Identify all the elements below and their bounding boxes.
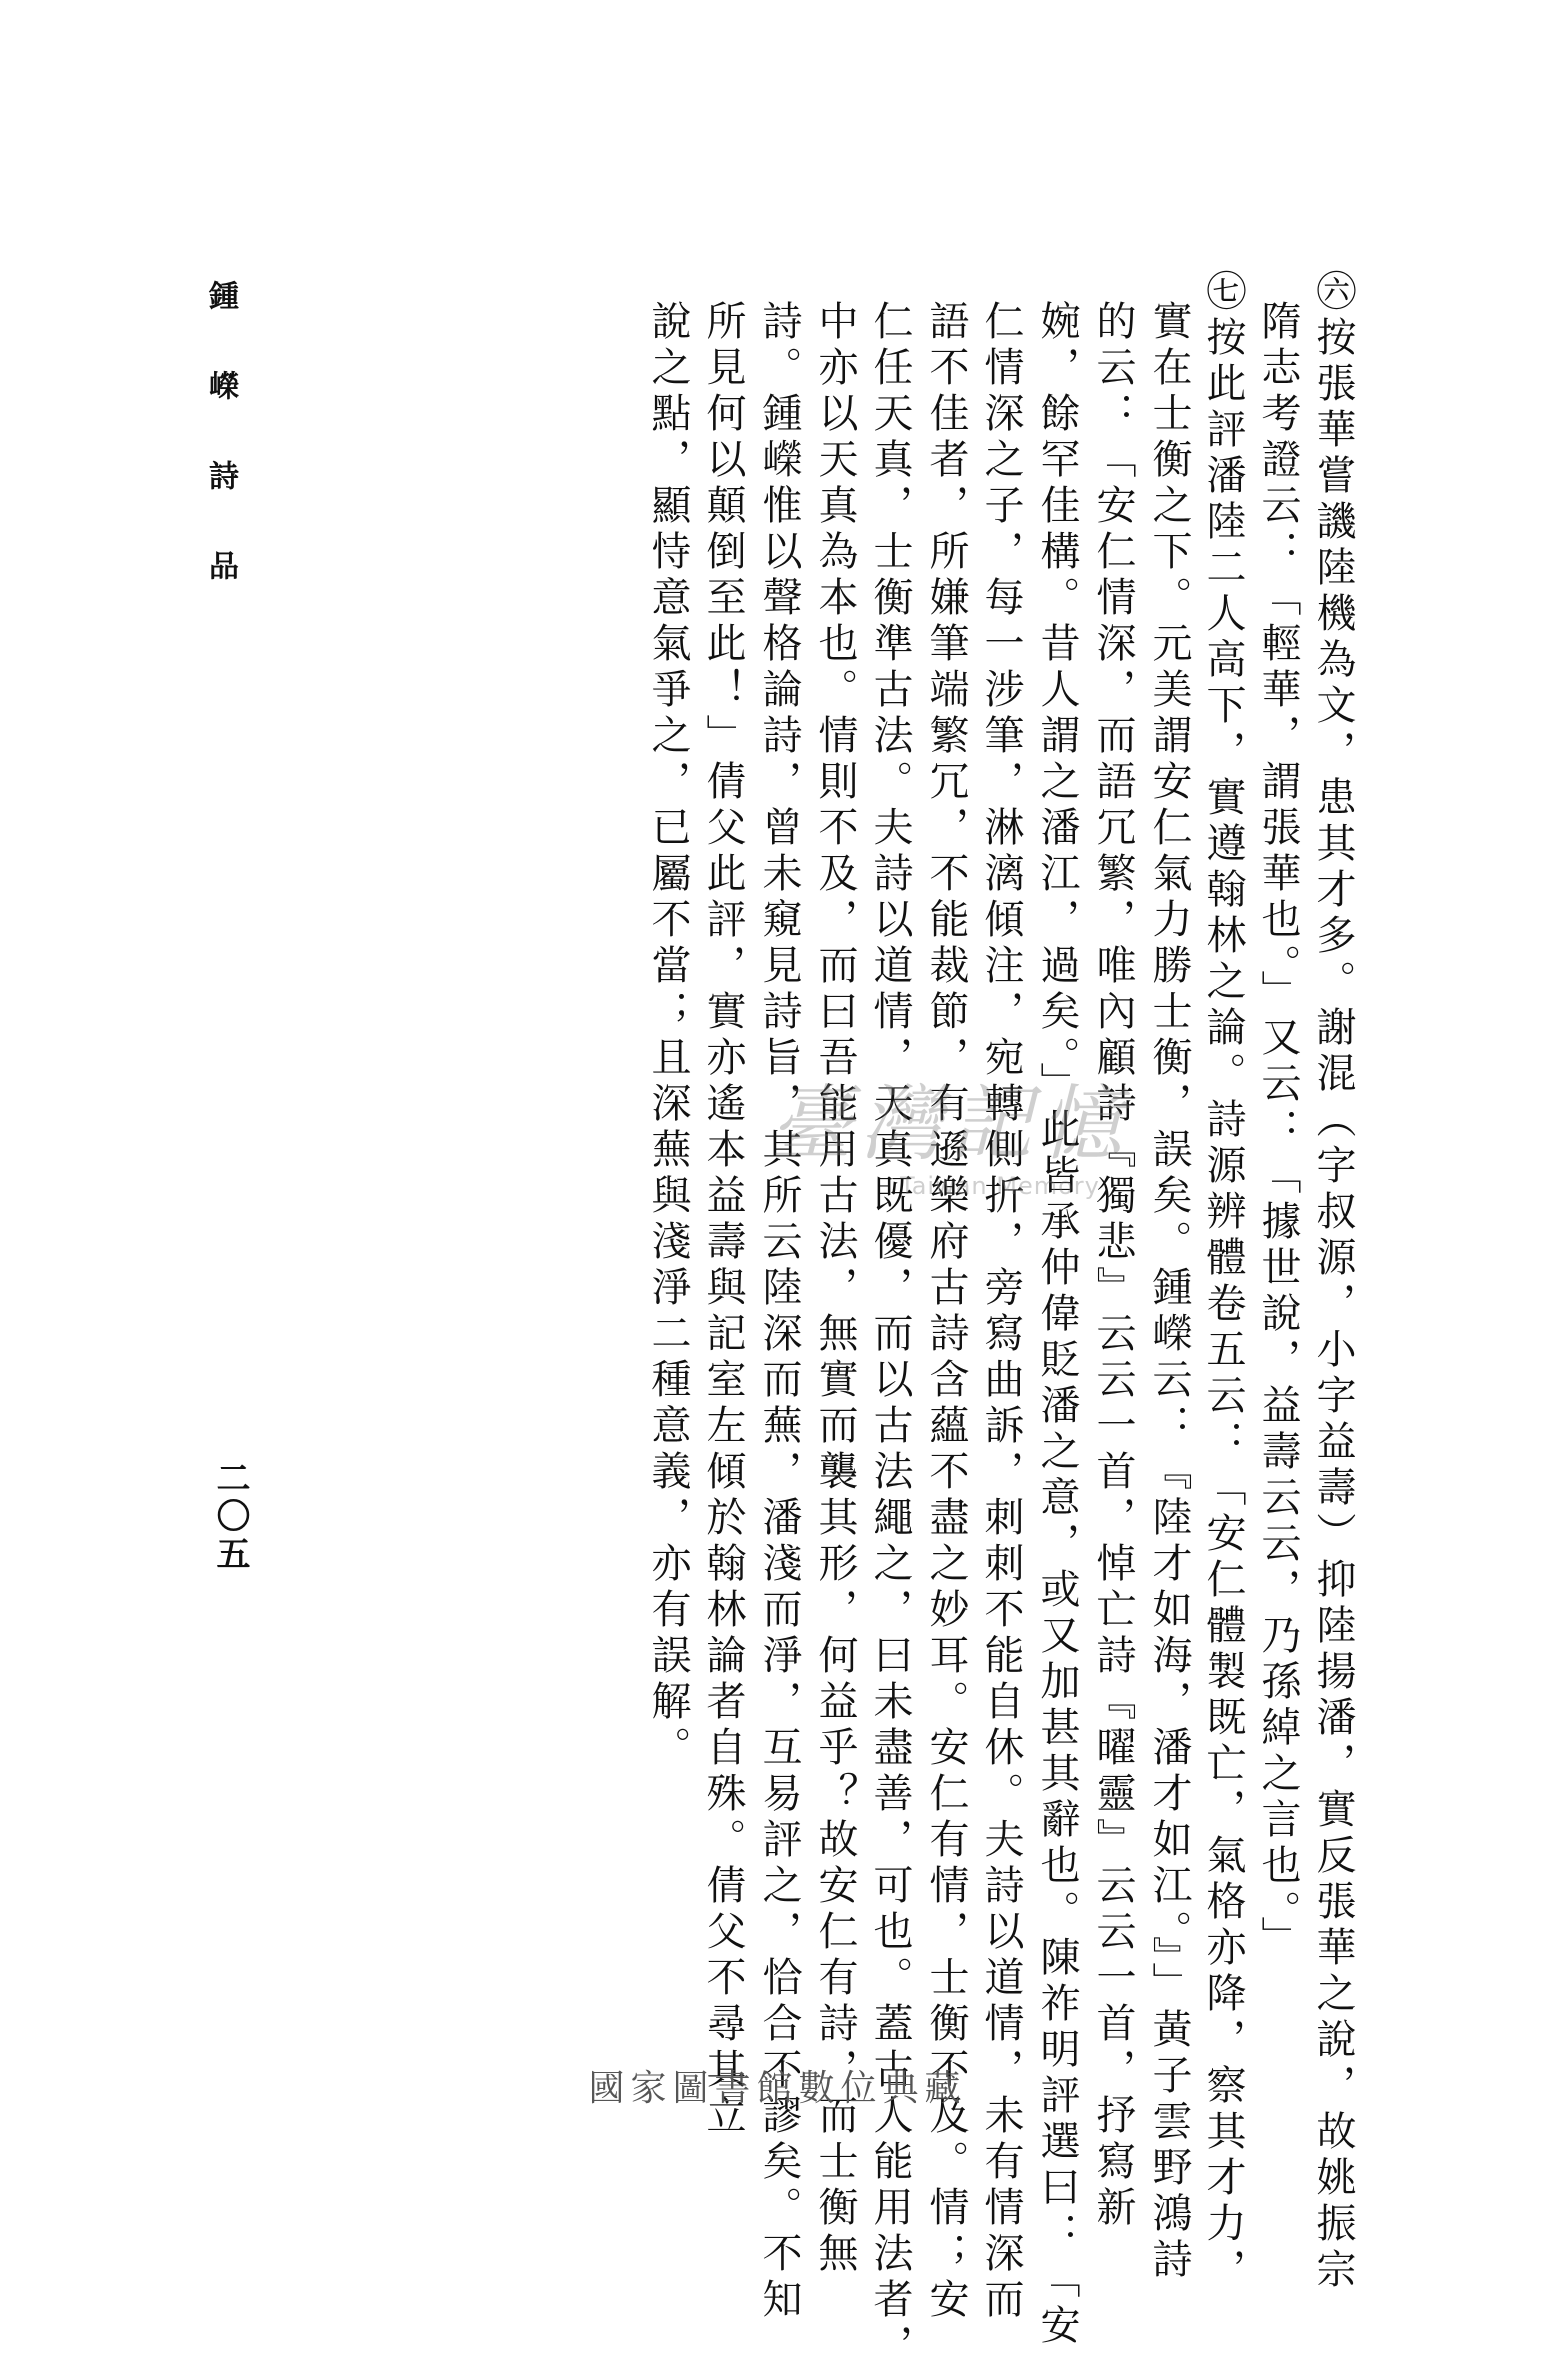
text-column: 婉，餘罕佳構。昔人謂之潘江，過矣。」此皆承仲偉貶潘之意，或又加甚其辭也。陳祚明評選曰：「安 [1034,300,1080,2350]
text-column: ㊅按張華嘗譏陸機為文，患其才多。謝混（字叔源，小字益壽）抑陸揚潘，實反張華之說，故姚振宗 [1310,270,1356,2294]
text-column: 所見何以顛倒至此！」倩父此評，實亦遙本益壽與記室左傾於翰林論者自殊。倩父不尋其立 [700,300,746,2140]
text-column: 說之點，顯恃意氣爭之，已屬不當；且深蕪與淺淨二種意義，亦有誤解。 [645,300,691,1772]
running-header: 鍾嶸詩品 [203,280,238,640]
watermark-english: Taiwan Memory [900,1172,1100,1200]
text-column: 語不佳者，所嫌筆端繁冗，不能裁節，有遜樂府古詩含蘊不盡之妙耳。安仁有情，士衡不及。情；安 [923,300,969,2324]
text-column: 中亦以天真為本也。情則不及，而曰吾能用古法，無實而襲其形，何益乎？故安仁有詩，而士衡無 [812,300,858,2278]
watermark [770,1077,1230,1220]
text-column: ㊆按此評潘陸二人高下，實遵翰林之論。詩源辨體卷五云：「安仁體製既亡，氣格亦降，察其才力， [1200,270,1246,2294]
watermark-chinese: 臺灣記憶 [770,1077,1130,1172]
footer-library-credit: 國家圖書館數位典藏 [588,2068,967,2109]
text-column: 仁任天真，士衡準古法。夫詩以道情，天真既優，而以古法繩之，曰未盡善，可也。蓋古人能用法者， [867,300,913,2370]
text-column: 隋志考證云：「輕華，謂張華也。」又云：「據世說，益壽云云，乃孫綽之言也。」 [1255,300,1301,1962]
text-column: 的云：「安仁情深，而語冗繁，唯內顧詩『獨悲』云云一首，悼亡詩『曜靈』云云一首，抒寫新 [1090,300,1136,2232]
page-number: 二〇五 [210,1460,250,1574]
text-column: 仁情深之子，每一涉筆，淋漓傾注，宛轉側折，旁寫曲訴，刺刺不能自休。夫詩以道情，未有情深而 [978,300,1024,2324]
text-column: 實在士衡之下。元美謂安仁氣力勝士衡，誤矣。鍾嶸云：『陸才如海，潘才如江。』」黃子雲野鴻詩 [1146,300,1192,2284]
text-column: 詩。鍾嶸惟以聲格論詩，曾未窺見詩旨，其所云陸深而蕪，潘淺而淨，互易評之，恰合不謬矣。不知 [756,300,802,2324]
